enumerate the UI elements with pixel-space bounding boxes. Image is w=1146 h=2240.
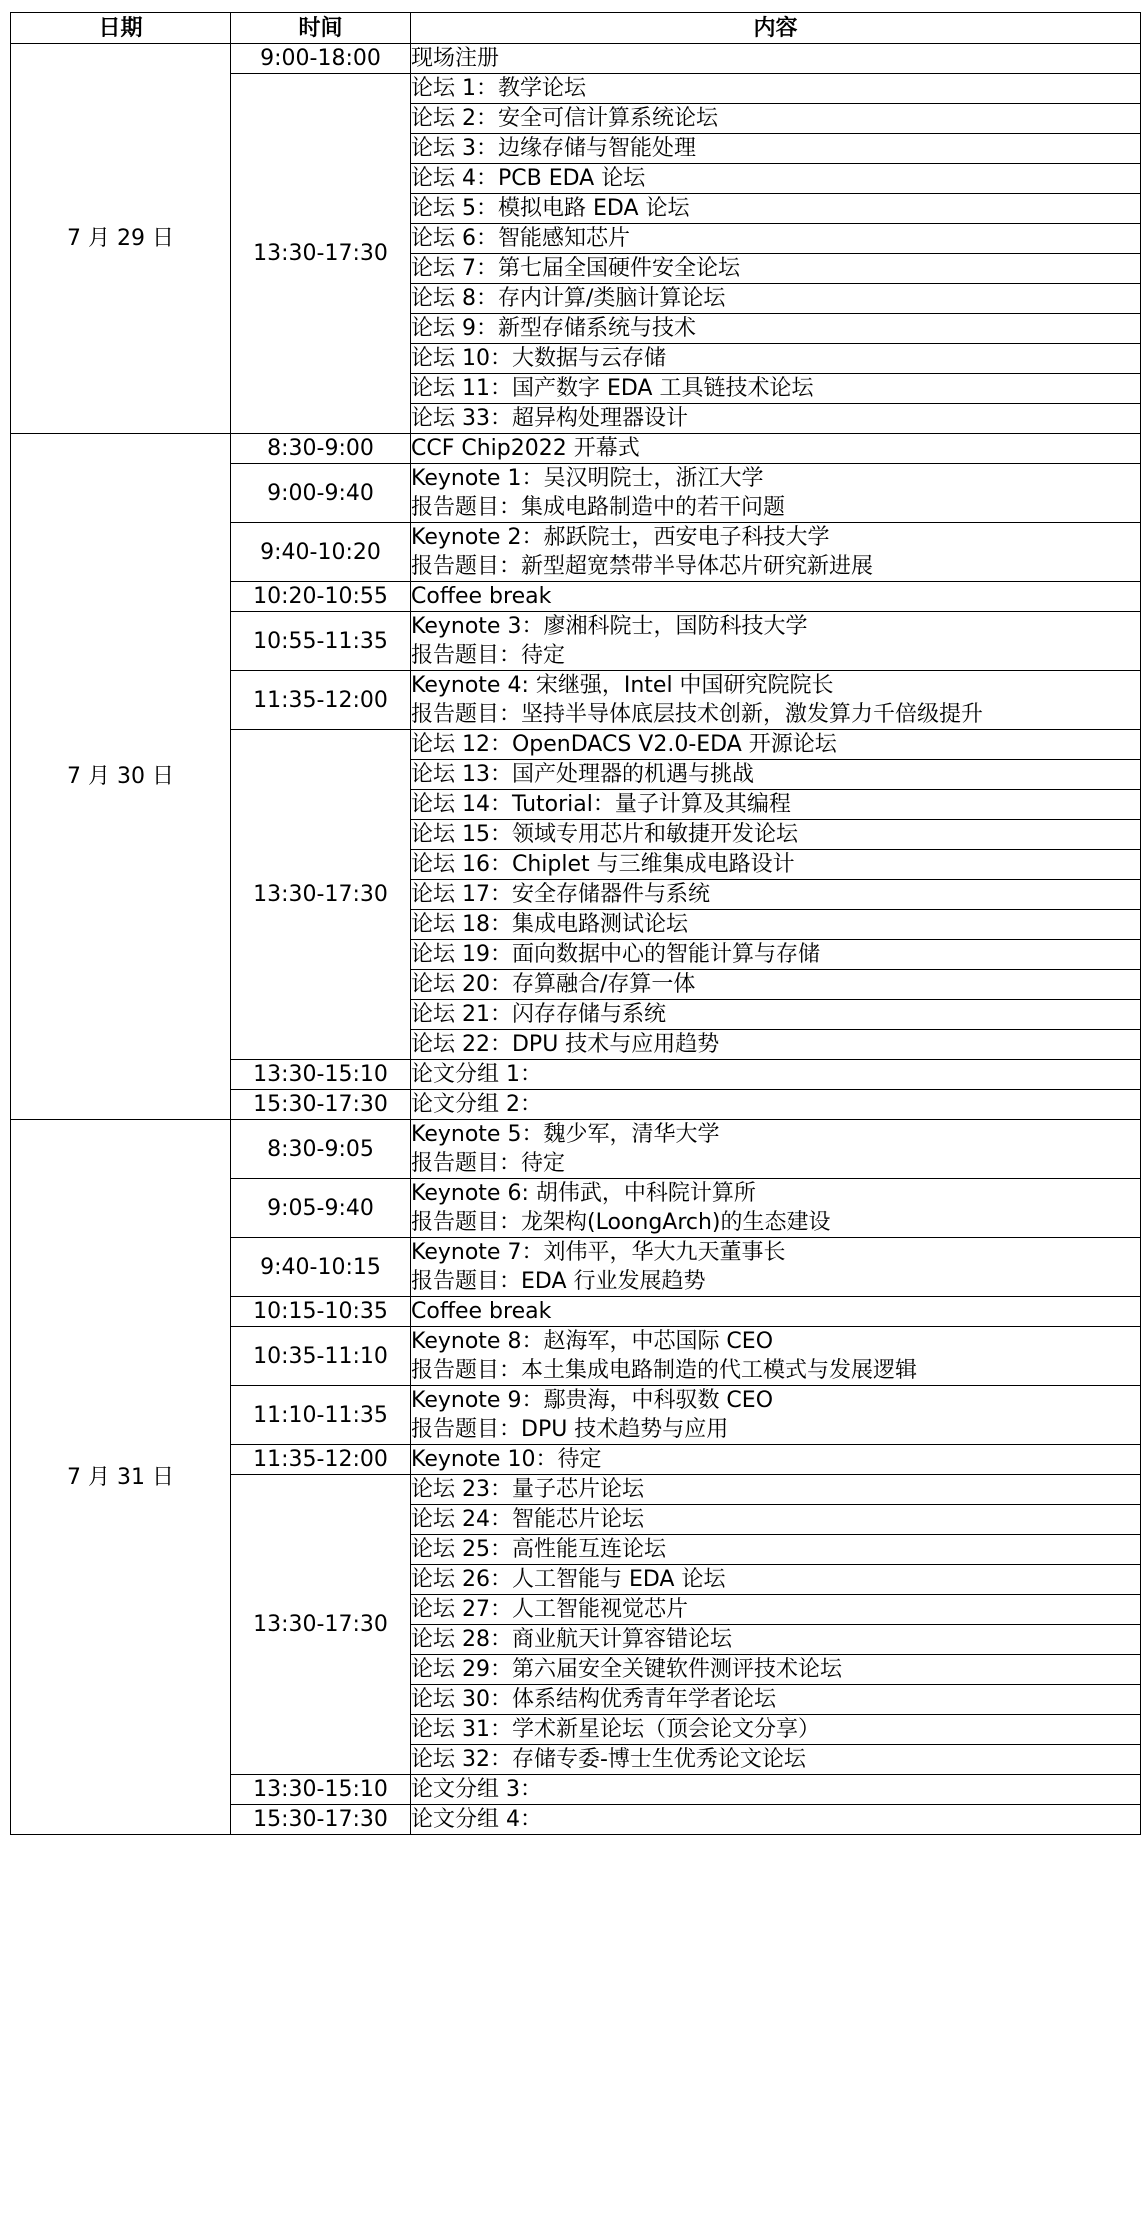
content-line: Keynote 5：魏少军，清华大学 xyxy=(411,1122,720,1147)
content-line: 论坛 23：量子芯片论坛 xyxy=(411,1477,644,1502)
content-cell xyxy=(411,404,1141,434)
content-line: Keynote 1：吴汉明院士，浙江大学 xyxy=(411,466,764,491)
content-line: Keynote 8：赵海军，中芯国际 CEO xyxy=(411,1329,774,1354)
content-cell xyxy=(411,1595,1141,1625)
content-cell xyxy=(411,1565,1141,1595)
content-cell xyxy=(411,194,1141,224)
content-line: 论坛 3：边缘存储与智能处理 xyxy=(411,136,696,161)
content-cell xyxy=(411,940,1141,970)
content-cell xyxy=(411,1625,1141,1655)
time-cell: 11:35-12:00 xyxy=(231,1445,411,1475)
content-line: CCF Chip2022 开幕式 xyxy=(411,436,640,461)
content-line: Keynote 10：待定 xyxy=(411,1447,602,1472)
content-cell xyxy=(411,284,1141,314)
content-cell xyxy=(411,880,1141,910)
header-time: 时间 xyxy=(231,13,411,44)
content-line: 论坛 2：安全可信计算系统论坛 xyxy=(411,106,718,131)
content-cell xyxy=(411,760,1141,790)
content-cell xyxy=(411,1685,1141,1715)
content-cell xyxy=(411,1090,1141,1120)
content-line: Keynote 6: 胡伟武，中科院计算所 xyxy=(411,1181,756,1206)
talk-title-line: 报告题目：待定 xyxy=(411,643,566,668)
content-line: 论坛 4：PCB EDA 论坛 xyxy=(411,166,646,191)
time-cell: 13:30-17:30 xyxy=(231,74,411,434)
header-row xyxy=(11,13,1141,44)
content-line: 论坛 7：第七届全国硬件安全论坛 xyxy=(411,256,740,281)
content-cell xyxy=(411,344,1141,374)
content-cell xyxy=(411,612,1141,671)
time-cell: 10:15-10:35 xyxy=(231,1297,411,1327)
time-cell: 15:30-17:30 xyxy=(231,1805,411,1835)
content-cell xyxy=(411,374,1141,404)
content-line: 论坛 27：人工智能视觉芯片 xyxy=(411,1597,688,1622)
content-line: 论坛 17：安全存储器件与系统 xyxy=(411,882,710,907)
content-cell xyxy=(411,910,1141,940)
content-line: 论坛 8：存内计算/类脑计算论坛 xyxy=(411,286,726,311)
content-line: 论坛 16：Chiplet 与三维集成电路设计 xyxy=(411,852,795,877)
content-cell xyxy=(411,1297,1141,1327)
content-cell xyxy=(411,1655,1141,1685)
content-cell xyxy=(411,1386,1141,1445)
content-line: 论坛 20：存算融合/存算一体 xyxy=(411,972,696,997)
talk-title-line: 报告题目：DPU 技术趋势与应用 xyxy=(411,1417,729,1442)
time-cell: 9:05-9:40 xyxy=(231,1179,411,1238)
content-line: 论坛 33：超异构处理器设计 xyxy=(411,406,688,431)
content-line: 论坛 6：智能感知芯片 xyxy=(411,226,630,251)
content-line: 论文分组 4： xyxy=(411,1807,542,1832)
time-cell: 9:00-18:00 xyxy=(231,44,411,74)
content-cell xyxy=(411,1000,1141,1030)
content-cell xyxy=(411,44,1141,74)
talk-title-line: 报告题目：新型超宽禁带半导体芯片研究新进展 xyxy=(411,554,874,579)
content-line: 论坛 26：人工智能与 EDA 论坛 xyxy=(411,1567,726,1592)
content-line: 论文分组 1： xyxy=(411,1062,542,1087)
time-cell: 11:10-11:35 xyxy=(231,1386,411,1445)
content-line: 论坛 12：OpenDACS V2.0-EDA 开源论坛 xyxy=(411,732,837,757)
content-cell xyxy=(411,1445,1141,1475)
content-line: 论坛 9：新型存储系统与技术 xyxy=(411,316,696,341)
schedule-table xyxy=(10,12,1141,1835)
date-cell: 7 月 31 日 xyxy=(11,1120,231,1835)
content-cell xyxy=(411,790,1141,820)
content-cell xyxy=(411,820,1141,850)
content-cell xyxy=(411,104,1141,134)
content-line: 论坛 1：教学论坛 xyxy=(411,76,586,101)
content-line: Keynote 3：廖湘科院士，国防科技大学 xyxy=(411,614,808,639)
content-cell xyxy=(411,434,1141,464)
content-cell xyxy=(411,1505,1141,1535)
content-line: 论坛 21：闪存存储与系统 xyxy=(411,1002,666,1027)
time-cell: 15:30-17:30 xyxy=(231,1090,411,1120)
header-content: 内容 xyxy=(411,13,1141,44)
content-line: Keynote 2：郝跃院士，西安电子科技大学 xyxy=(411,525,830,550)
content-cell xyxy=(411,134,1141,164)
content-cell xyxy=(411,1030,1141,1060)
content-cell xyxy=(411,74,1141,104)
content-line: 论坛 11：国产数字 EDA 工具链技术论坛 xyxy=(411,376,814,401)
content-cell xyxy=(411,1715,1141,1745)
content-line: 论文分组 2： xyxy=(411,1092,542,1117)
talk-title-line: 报告题目：集成电路制造中的若干问题 xyxy=(411,495,786,520)
content-cell xyxy=(411,1238,1141,1297)
content-cell xyxy=(411,671,1141,730)
time-cell: 8:30-9:05 xyxy=(231,1120,411,1179)
content-line: 论坛 25：高性能互连论坛 xyxy=(411,1537,666,1562)
content-cell xyxy=(411,314,1141,344)
content-cell xyxy=(411,1475,1141,1505)
time-cell: 9:00-9:40 xyxy=(231,464,411,523)
time-cell: 9:40-10:20 xyxy=(231,523,411,582)
content-cell xyxy=(411,224,1141,254)
time-cell: 8:30-9:00 xyxy=(231,434,411,464)
content-line: 论坛 22：DPU 技术与应用趋势 xyxy=(411,1032,720,1057)
content-line: 论坛 24：智能芯片论坛 xyxy=(411,1507,644,1532)
time-cell: 9:40-10:15 xyxy=(231,1238,411,1297)
content-line: 现场注册 xyxy=(411,46,500,71)
table-row xyxy=(11,434,1141,464)
table-row xyxy=(11,44,1141,74)
content-cell xyxy=(411,1745,1141,1775)
content-cell xyxy=(411,1120,1141,1179)
time-cell: 13:30-15:10 xyxy=(231,1775,411,1805)
content-cell xyxy=(411,582,1141,612)
content-cell xyxy=(411,1327,1141,1386)
content-cell xyxy=(411,254,1141,284)
header-date: 日期 xyxy=(11,13,231,44)
talk-title-line: 报告题目：坚持半导体底层技术创新，激发算力千倍级提升 xyxy=(411,702,984,727)
date-cell: 7 月 29 日 xyxy=(11,44,231,434)
time-cell: 10:35-11:10 xyxy=(231,1327,411,1386)
content-line: 论坛 31：学术新星论坛（顶会论文分享） xyxy=(411,1717,820,1742)
content-line: Coffee break xyxy=(411,1299,552,1324)
table-row xyxy=(11,1120,1141,1179)
content-line: 论坛 29：第六届安全关键软件测评技术论坛 xyxy=(411,1657,842,1682)
talk-title-line: 报告题目：EDA 行业发展趋势 xyxy=(411,1269,706,1294)
content-line: 论坛 13：国产处理器的机遇与挑战 xyxy=(411,762,754,787)
time-cell: 13:30-17:30 xyxy=(231,1475,411,1775)
content-line: Keynote 7：刘伟平，华大九天董事长 xyxy=(411,1240,786,1265)
time-cell: 13:30-17:30 xyxy=(231,730,411,1060)
talk-title-line: 报告题目：待定 xyxy=(411,1151,566,1176)
content-cell xyxy=(411,970,1141,1000)
talk-title-line: 报告题目：龙架构(LoongArch)的生态建设 xyxy=(411,1210,831,1235)
time-cell: 10:55-11:35 xyxy=(231,612,411,671)
content-cell xyxy=(411,1775,1141,1805)
content-cell xyxy=(411,730,1141,760)
content-line: Keynote 4: 宋继强，Intel 中国研究院院长 xyxy=(411,673,834,698)
content-line: Coffee break xyxy=(411,584,552,609)
date-cell: 7 月 30 日 xyxy=(11,434,231,1120)
content-cell xyxy=(411,164,1141,194)
content-cell xyxy=(411,1060,1141,1090)
time-cell: 10:20-10:55 xyxy=(231,582,411,612)
content-line: 论坛 30：体系结构优秀青年学者论坛 xyxy=(411,1687,776,1712)
content-line: 论坛 32：存储专委-博士生优秀论文论坛 xyxy=(411,1747,806,1772)
talk-title-line: 报告题目：本土集成电路制造的代工模式与发展逻辑 xyxy=(411,1358,918,1383)
content-line: 论坛 18：集成电路测试论坛 xyxy=(411,912,688,937)
content-line: 论坛 10：大数据与云存储 xyxy=(411,346,666,371)
content-cell xyxy=(411,1179,1141,1238)
content-line: 论坛 28：商业航天计算容错论坛 xyxy=(411,1627,732,1652)
content-cell xyxy=(411,523,1141,582)
content-cell xyxy=(411,850,1141,880)
content-line: 论坛 14：Tutorial：量子计算及其编程 xyxy=(411,792,791,817)
content-line: 论坛 15：领域专用芯片和敏捷开发论坛 xyxy=(411,822,798,847)
content-line: 论坛 19：面向数据中心的智能计算与存储 xyxy=(411,942,820,967)
time-cell: 13:30-15:10 xyxy=(231,1060,411,1090)
content-cell xyxy=(411,464,1141,523)
content-cell xyxy=(411,1535,1141,1565)
content-line: Keynote 9：鄢贵海，中科驭数 CEO xyxy=(411,1388,774,1413)
time-cell: 11:35-12:00 xyxy=(231,671,411,730)
content-cell xyxy=(411,1805,1141,1835)
content-line: 论坛 5：模拟电路 EDA 论坛 xyxy=(411,196,690,221)
content-line: 论文分组 3： xyxy=(411,1777,542,1802)
